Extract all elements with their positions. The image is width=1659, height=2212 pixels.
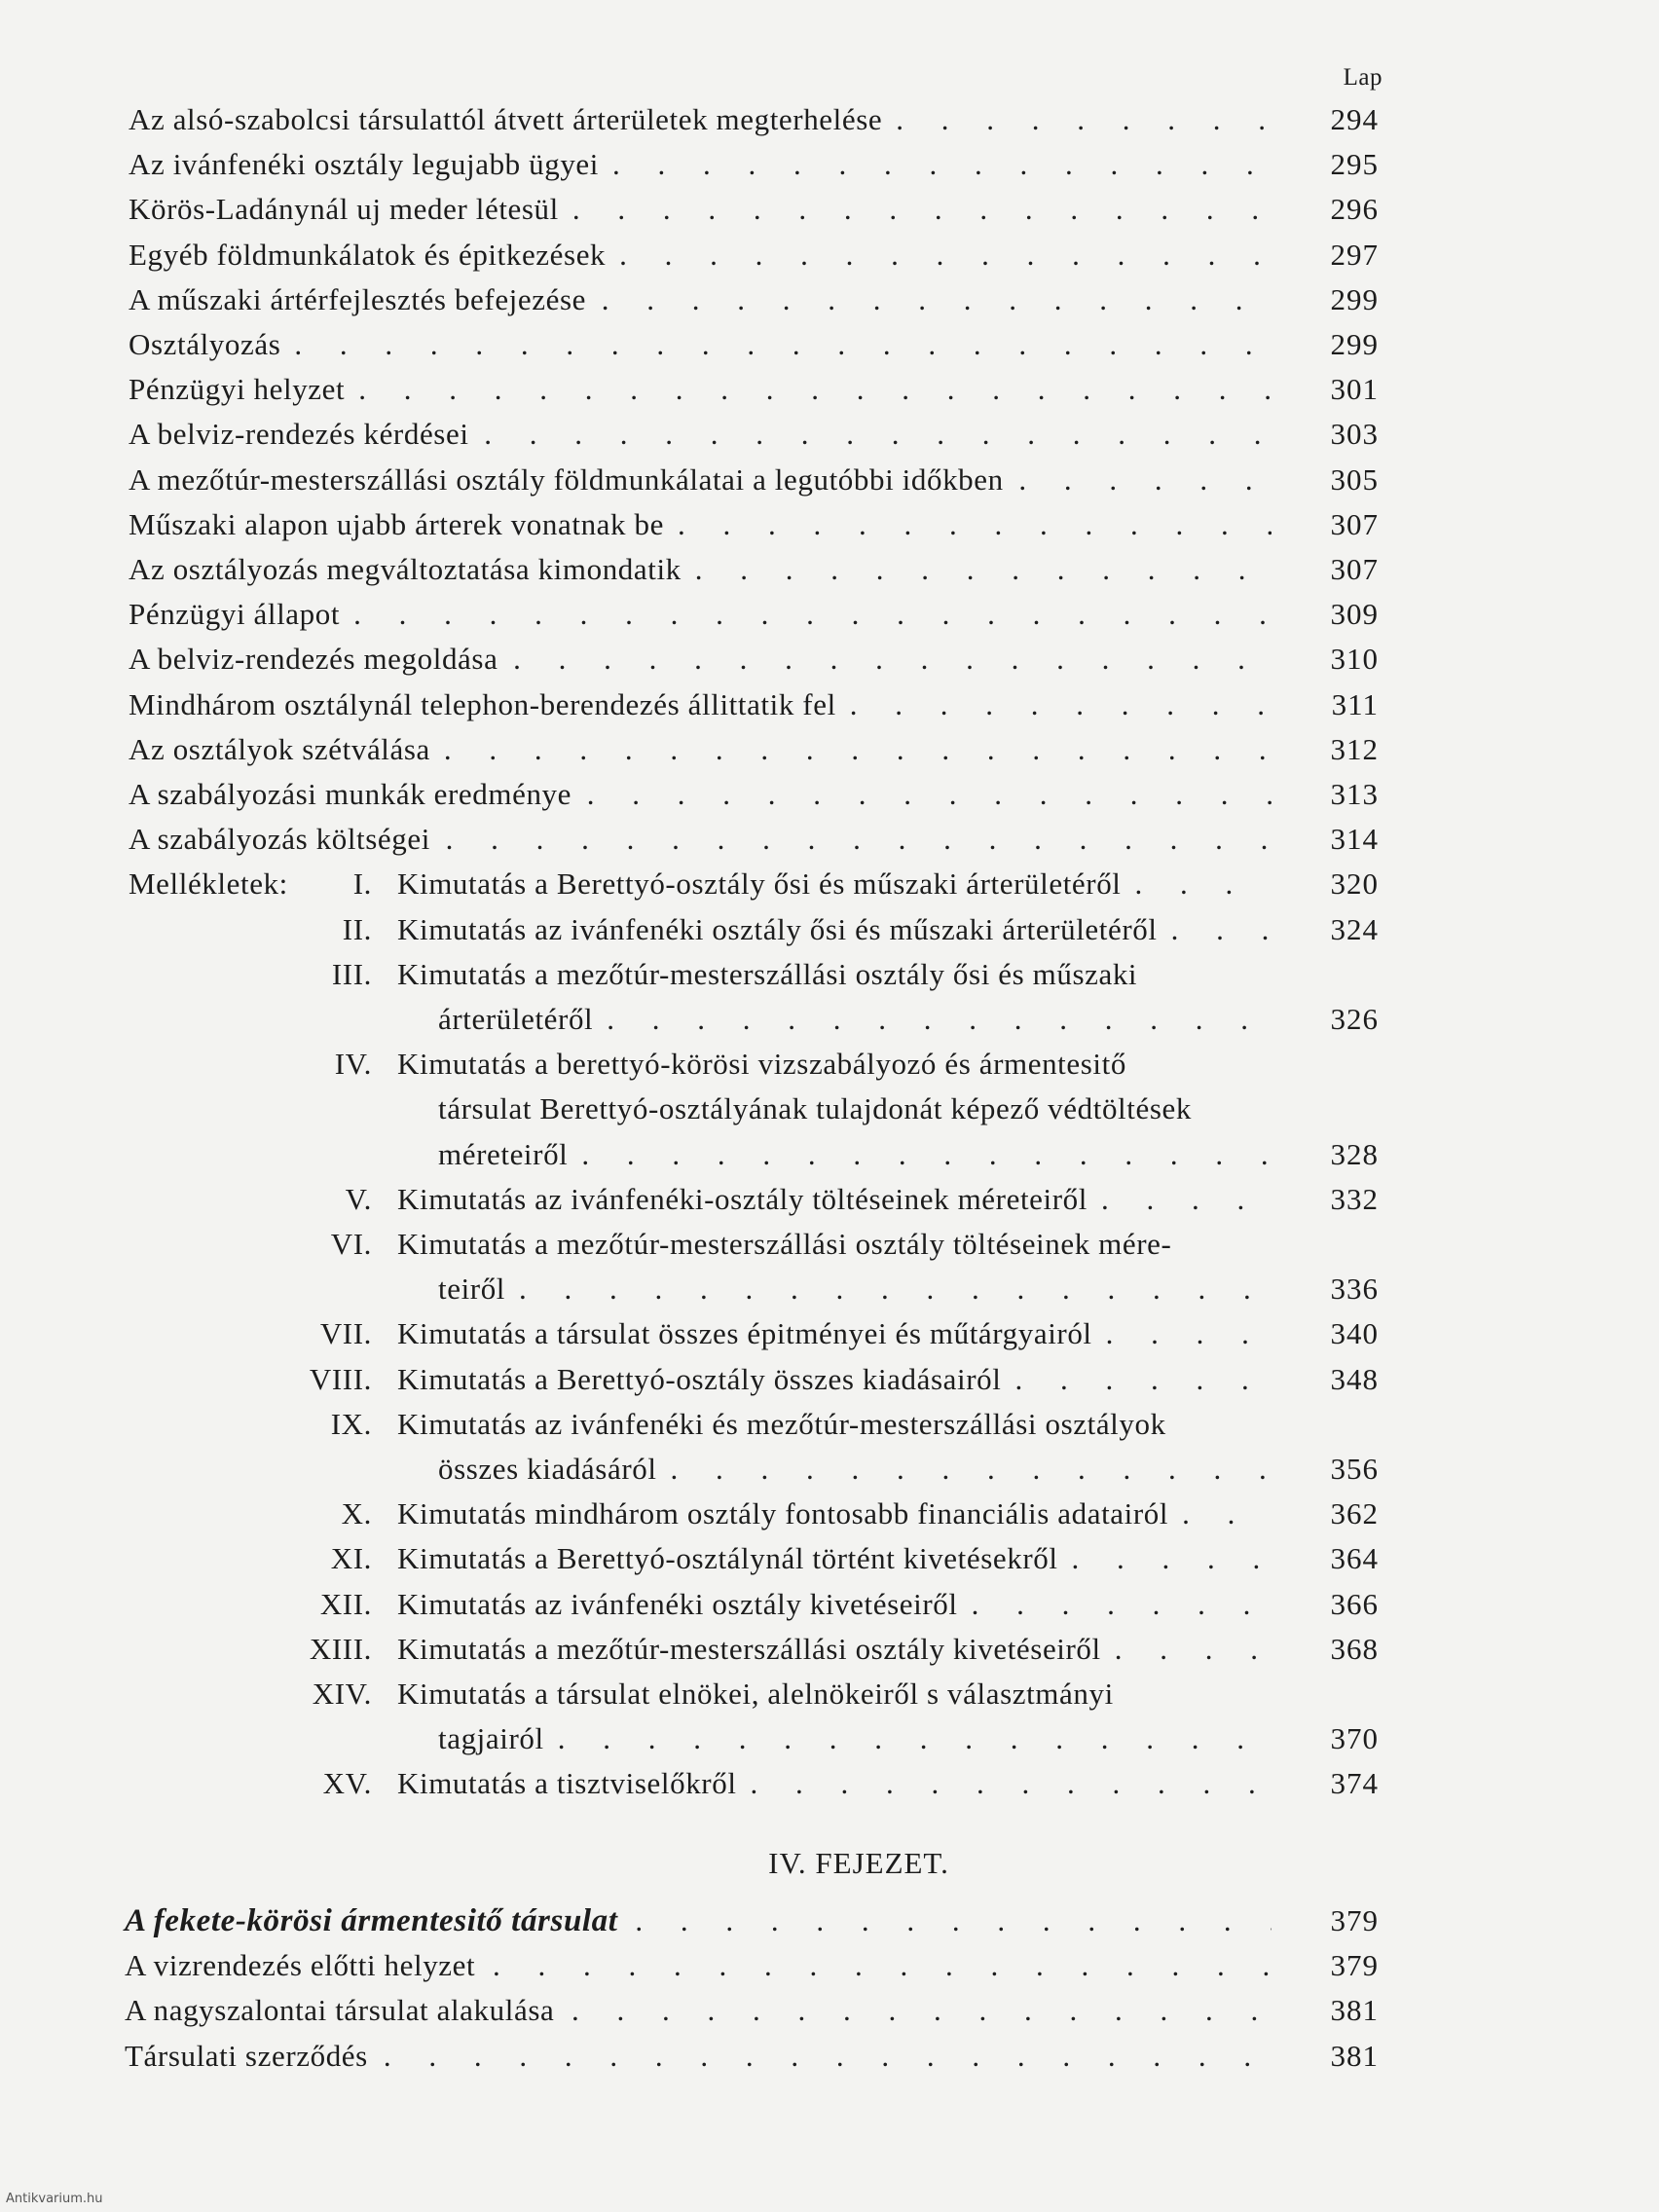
leader-dots xyxy=(1106,1311,1272,1356)
leader-dots xyxy=(446,817,1272,862)
appendix-line xyxy=(0,1177,1659,1222)
appendix-line xyxy=(0,1536,1659,1581)
appendix-title: Kimutatás a társulat összes épitményei és műtárgyairól xyxy=(397,1316,1092,1351)
toc-entry-title: Az osztályozás megváltoztatása kimondatik xyxy=(129,552,682,586)
toc-entry-title: Pénzügyi állapot xyxy=(129,597,341,632)
page-column-header: Lap xyxy=(1343,64,1382,91)
leader-dots xyxy=(353,592,1272,637)
toc-entry-page: 305 xyxy=(1330,461,1379,497)
appendix-roman: XI. xyxy=(330,1541,372,1576)
toc-entry-page: 299 xyxy=(1330,281,1379,316)
toc-entry xyxy=(0,233,1659,277)
leader-dots xyxy=(384,2034,1272,2079)
appendix-line xyxy=(0,1087,1659,1131)
chapter-entry-page: 379 xyxy=(1330,1903,1379,1937)
leader-dots xyxy=(612,142,1272,187)
leader-dots xyxy=(1115,1627,1272,1672)
appendix-page: 320 xyxy=(1330,866,1379,902)
appendix-roman: VII. xyxy=(319,1316,372,1351)
toc-entry xyxy=(0,277,1659,322)
toc-entry-page: 294 xyxy=(1330,102,1379,136)
appendix-title: teiről xyxy=(438,1272,506,1307)
appendix-line xyxy=(0,1492,1659,1536)
leader-dots xyxy=(1072,1536,1272,1581)
chapter-entry-page: 381 xyxy=(1330,1993,1379,2028)
leader-dots xyxy=(602,277,1272,322)
appendix-title: tagjairól xyxy=(438,1721,544,1756)
toc-entry xyxy=(0,322,1659,367)
appendix-line xyxy=(0,1402,1659,1447)
appendix-title: Kimutatás a berettyó-körösi vizszabályozó és ármentesitő xyxy=(397,1047,1126,1082)
appendix-title: Kimutatás a tisztviselőkről xyxy=(397,1766,737,1801)
appendices-label: Mellékletek: xyxy=(129,866,288,902)
appendix-line xyxy=(0,907,1659,952)
chapter-entry-title: A vizrendezés előtti helyzet xyxy=(125,1948,476,1983)
toc-entry-title: Műszaki alapon ujabb árterek vonatnak be xyxy=(129,506,664,541)
appendix-roman: XII. xyxy=(319,1586,372,1621)
leader-dots xyxy=(607,997,1272,1042)
appendix-page: 374 xyxy=(1330,1766,1379,1801)
appendix-line xyxy=(0,1582,1659,1627)
leader-dots xyxy=(1171,907,1272,952)
leader-dots xyxy=(572,187,1272,232)
appendix-roman: II. xyxy=(342,911,372,946)
appendix-roman: XIII. xyxy=(309,1631,372,1666)
leader-dots xyxy=(581,1132,1272,1177)
leader-dots xyxy=(678,502,1272,547)
toc-entry xyxy=(0,502,1659,547)
leader-dots xyxy=(619,233,1272,277)
leader-dots xyxy=(850,682,1272,727)
toc-entry xyxy=(0,727,1659,772)
toc-entry xyxy=(0,817,1659,862)
toc-entry-page: 297 xyxy=(1330,237,1379,272)
appendix-line xyxy=(0,1222,1659,1267)
leader-dots xyxy=(294,322,1272,367)
toc-entry-page: 310 xyxy=(1330,642,1379,677)
appendix-title: Kimutatás az ivánfenéki-osztály töltéseinek méreteiről xyxy=(397,1181,1088,1216)
appendix-roman: IV. xyxy=(334,1047,372,1082)
appendix-line xyxy=(0,997,1659,1042)
appendix-page: 364 xyxy=(1330,1541,1379,1576)
toc-entry-title: Pénzügyi helyzet xyxy=(129,372,346,407)
appendix-title: Kimutatás a mezőtúr-mesterszállási osztály ősi és műszaki xyxy=(397,956,1138,991)
toc-entry-page: 313 xyxy=(1330,777,1379,811)
watermark: Antikvarium.hu xyxy=(6,2192,103,2206)
appendix-page: 368 xyxy=(1330,1631,1379,1666)
chapter-entry-title: Társulati szerződés xyxy=(125,2038,368,2073)
appendix-page: 340 xyxy=(1330,1316,1379,1351)
toc-entry xyxy=(0,547,1659,592)
leader-dots xyxy=(896,97,1272,142)
leader-dots xyxy=(1182,1492,1272,1536)
leader-dots xyxy=(484,412,1272,457)
appendix-page: 332 xyxy=(1330,1181,1379,1216)
toc-entry xyxy=(0,682,1659,727)
appendix-title: Kimutatás az ivánfenéki osztály kivetéseiről xyxy=(397,1586,958,1621)
appendix-line xyxy=(0,1311,1659,1356)
appendix-roman: IX. xyxy=(330,1406,372,1441)
appendix-roman: V. xyxy=(345,1181,372,1216)
appendix-title: Kimutatás a mezőtúr-mesterszállási osztály töltéseinek mére- xyxy=(397,1227,1172,1261)
leader-dots xyxy=(1014,1357,1272,1402)
toc-entry-page: 307 xyxy=(1330,506,1379,541)
leader-dots xyxy=(519,1267,1272,1311)
appendix-title: összes kiadásáról xyxy=(438,1452,657,1486)
toc-entry-page: 303 xyxy=(1330,417,1379,452)
toc-entry-title: Körös-Ladánynál uj meder létesül xyxy=(129,192,559,227)
chapter-entry-page: 379 xyxy=(1330,1948,1379,1983)
toc-entry-title: Egyéb földmunkálatok és épitkezések xyxy=(129,237,607,272)
appendix-line xyxy=(0,1447,1659,1492)
appendix-title: árterületéről xyxy=(438,1002,594,1036)
leader-dots xyxy=(587,772,1272,817)
toc-entry-title: A mezőtúr-mesterszállási osztály földmunkálatai a legutóbbi időkben xyxy=(129,461,1004,497)
toc-entry-title: Osztályozás xyxy=(129,327,281,361)
appendix-title: méreteiről xyxy=(438,1136,569,1171)
leader-dots xyxy=(571,1988,1272,2033)
appendix-roman: XIV. xyxy=(312,1677,372,1711)
toc-entry-page: 295 xyxy=(1330,147,1379,182)
chapter-entry xyxy=(0,1943,1659,1988)
toc-entry xyxy=(0,187,1659,232)
chapter-heading: IV. FEJEZET. xyxy=(768,1846,949,1880)
chapter-entry-title: A fekete-körösi ármentesitő társulat xyxy=(125,1903,618,1938)
toc-entry-page: 299 xyxy=(1330,327,1379,361)
toc-entry-title: Az ivánfenéki osztály legujabb ügyei xyxy=(129,147,599,182)
appendix-line xyxy=(0,1132,1659,1177)
appendix-line xyxy=(0,1627,1659,1672)
toc-entry xyxy=(0,97,1659,142)
toc-entry xyxy=(0,772,1659,817)
appendix-page: 336 xyxy=(1330,1272,1379,1307)
appendix-line xyxy=(0,862,1659,906)
leader-dots xyxy=(695,547,1272,592)
leader-dots xyxy=(513,637,1272,682)
leader-dots xyxy=(358,367,1272,412)
appendix-page: 356 xyxy=(1330,1452,1379,1486)
appendix-line xyxy=(0,1716,1659,1761)
chapter-entry xyxy=(0,1899,1659,1943)
appendix-title: Kimutatás az ivánfenéki osztály ősi és műszaki árterületéről xyxy=(397,911,1158,946)
toc-entry-title: A szabályozási munkák eredménye xyxy=(129,777,572,811)
appendix-page: 348 xyxy=(1330,1361,1379,1396)
toc-entry xyxy=(0,592,1659,637)
chapter-entry xyxy=(0,2034,1659,2079)
toc-entry-page: 309 xyxy=(1330,597,1379,632)
toc-entry-page: 301 xyxy=(1330,372,1379,407)
appendix-roman: I. xyxy=(352,866,372,902)
appendix-page: 328 xyxy=(1330,1136,1379,1171)
appendix-line xyxy=(0,1357,1659,1402)
toc-entry-title: Mindhárom osztálynál telephon-berendezés állittatik fel xyxy=(129,686,836,721)
toc-entry-title: Az alsó-szabolcsi társulattól átvett árterületek megterhelése xyxy=(129,102,883,136)
appendix-title: Kimutatás a társulat elnökei, alelnökeiről s választmányi xyxy=(397,1677,1114,1711)
leader-dots xyxy=(671,1447,1272,1492)
leader-dots xyxy=(751,1761,1272,1806)
appendix-line xyxy=(0,1761,1659,1806)
toc-entry-page: 307 xyxy=(1330,552,1379,586)
appendix-title: társulat Berettyó-osztályának tulajdonát képező védtöltések xyxy=(438,1091,1192,1126)
appendix-roman: VIII. xyxy=(309,1361,372,1396)
toc-entry xyxy=(0,142,1659,187)
leader-dots xyxy=(635,1899,1272,1943)
appendix-line xyxy=(0,1267,1659,1311)
appendix-title: Kimutatás a mezőtúr-mesterszállási osztály kivetéseiről xyxy=(397,1631,1101,1666)
leader-dots xyxy=(1135,862,1272,906)
appendix-title: Kimutatás mindhárom osztály fontosabb financiális adatairól xyxy=(397,1496,1169,1531)
leader-dots xyxy=(558,1716,1272,1761)
toc-entry xyxy=(0,412,1659,457)
leader-dots xyxy=(1018,458,1272,502)
appendix-page: 366 xyxy=(1330,1586,1379,1621)
appendix-page: 362 xyxy=(1330,1496,1379,1531)
leader-dots xyxy=(972,1582,1272,1627)
toc-entry-title: A belviz-rendezés kérdései xyxy=(129,417,469,452)
appendix-title: Kimutatás az ivánfenéki és mezőtúr-mesterszállási osztályok xyxy=(397,1406,1166,1441)
leader-dots xyxy=(1101,1177,1272,1222)
chapter-entry xyxy=(0,1988,1659,2033)
toc-entry-page: 311 xyxy=(1331,686,1379,721)
toc-entry xyxy=(0,458,1659,502)
toc-entry-title: Az osztályok szétválása xyxy=(129,731,430,766)
appendix-line xyxy=(0,1672,1659,1716)
toc-entry-page: 312 xyxy=(1330,731,1379,766)
appendix-page: 324 xyxy=(1330,911,1379,946)
appendix-roman: III. xyxy=(331,956,372,991)
appendix-page: 370 xyxy=(1330,1721,1379,1756)
toc-entry-title: A szabályozás költségei xyxy=(129,822,430,857)
chapter-entry-page: 381 xyxy=(1330,2038,1379,2073)
chapter-entry-title: A nagyszalontai társulat alakulása xyxy=(125,1993,555,2028)
toc-entry-title: A műszaki ártérfejlesztés befejezése xyxy=(129,281,586,316)
appendix-title: Kimutatás a Berettyó-osztálynál történt kivetésekről xyxy=(397,1541,1058,1576)
appendix-roman: XV. xyxy=(322,1766,372,1801)
toc-entry-page: 314 xyxy=(1330,822,1379,857)
toc-entry-page: 296 xyxy=(1330,192,1379,227)
toc-entry xyxy=(0,367,1659,412)
appendix-roman: X. xyxy=(341,1496,372,1531)
appendix-title: Kimutatás a Berettyó-osztály összes kiadásairól xyxy=(397,1361,1002,1396)
appendix-roman: VI. xyxy=(330,1227,372,1261)
appendix-line xyxy=(0,1042,1659,1087)
toc-entry-title: A belviz-rendezés megoldása xyxy=(129,642,498,677)
toc-entry xyxy=(0,637,1659,682)
leader-dots xyxy=(493,1943,1272,1988)
appendix-line xyxy=(0,952,1659,997)
leader-dots xyxy=(444,727,1272,772)
appendix-title: Kimutatás a Berettyó-osztály ősi és műszaki árterületéről xyxy=(397,866,1122,902)
appendix-page: 326 xyxy=(1330,1002,1379,1036)
